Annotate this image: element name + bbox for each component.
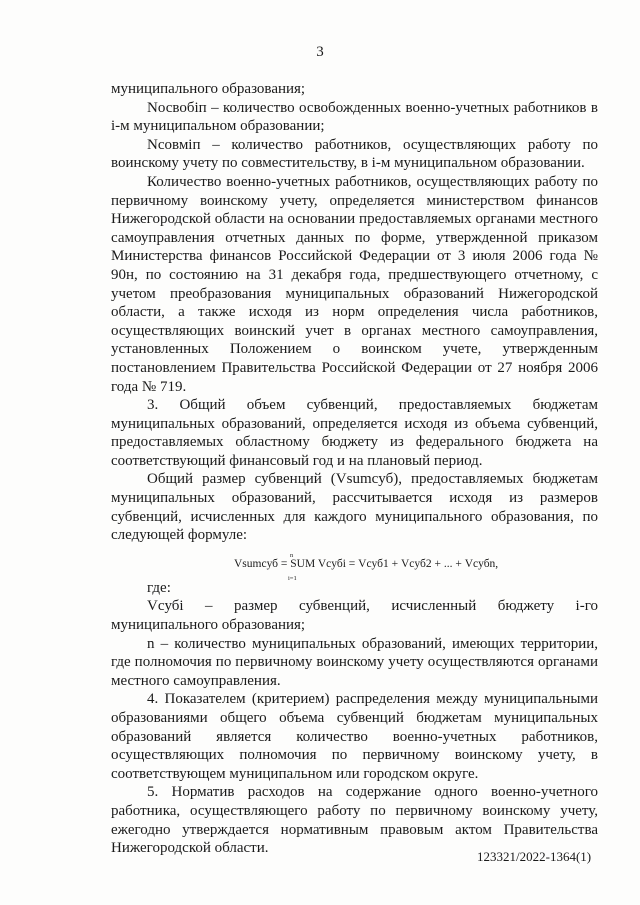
paragraph: n – количество муниципальных образований, имеющих территории, где полномочия по первичному воинскому учету осуществляются органами местного самоуправления. [111, 635, 598, 689]
formula-expression: Vsumcуб = SUM Vcубі = Vcуб1 + Vcуб2 + ... + Vcубn, [234, 557, 499, 570]
document-id: 123321/2022-1364(1) [477, 849, 592, 864]
paragraph: Vcубі – размер субвенций, исчисленный бюджету і-го муниципального образования; [111, 598, 598, 634]
paragraph: 4. Показателем (критерием) распределения между муниципальными образованиями общего объема субвенций бюджетам муниципальных образований является количество военно-учетных работников, осуществляющих полномочия по первичному воинскому учету, в соответствующем муниципальном или городском округе. [111, 691, 598, 782]
formula-upper-limit: n [290, 551, 294, 559]
paragraph: где: [147, 579, 171, 596]
paragraph: 5. Норматив расходов на содержание одного военно-учетного работника, осуществляющего работу по первичному воинскому учету, ежегодно утверждается нормативным правовым актом Правительства Нижегородской области. [111, 784, 598, 857]
document-body [111, 80, 598, 858]
page-number: 3 [316, 44, 324, 60]
formula [111, 545, 598, 582]
paragraph: муниципального образования; [111, 81, 306, 97]
formula-lower-limit: i=1 [288, 574, 297, 582]
paragraph: Nосвобіп – количество освобожденных военно-учетных работников в і-м муниципальном образовании; [111, 99, 598, 135]
paragraph: 3. Общий объем субвенций, предоставляемых бюджетам муниципальных образований, определяется исходя из объема субвенций, предоставляемых областному бюджету из федерального бюджета на соответствующий финансовый год и на плановый период. [111, 397, 598, 469]
paragraph: Количество военно-учетных работников, осуществляющих работу по первичному воинскому учету, определяется министерством финансов Нижегородской области на основании предоставляемых органами местного самоуправления отчетных данных по форме, утвержденной приказом Министерства финансов Российской Федерации от 3 июля 2006 года № 90н, по состоянию на 31 декабря года, предшествующего отчетному, с учетом преобразования муниципальных образований Нижегородской области, а также исходя из норм определения числа работников, осуществляющих воинский учет в органах местного самоуправления, установленных Положением о воинском учете, утвержденным постановлением Правительства Российской Федерации от 27 ноября 2006 года № 719. [111, 173, 598, 395]
paragraph: Nсовміп – количество работников, осуществляющих работу по воинскому учету по совместительству, в і-м муниципальном образовании. [111, 136, 598, 172]
paragraph: Общий размер субвенций (Vsumcуб), предоставляемых бюджетам муниципальных образований, рассчитывается исходя из размеров субвенций, исчисленных для каждого муниципального образования, по следующей формуле: [111, 471, 598, 544]
